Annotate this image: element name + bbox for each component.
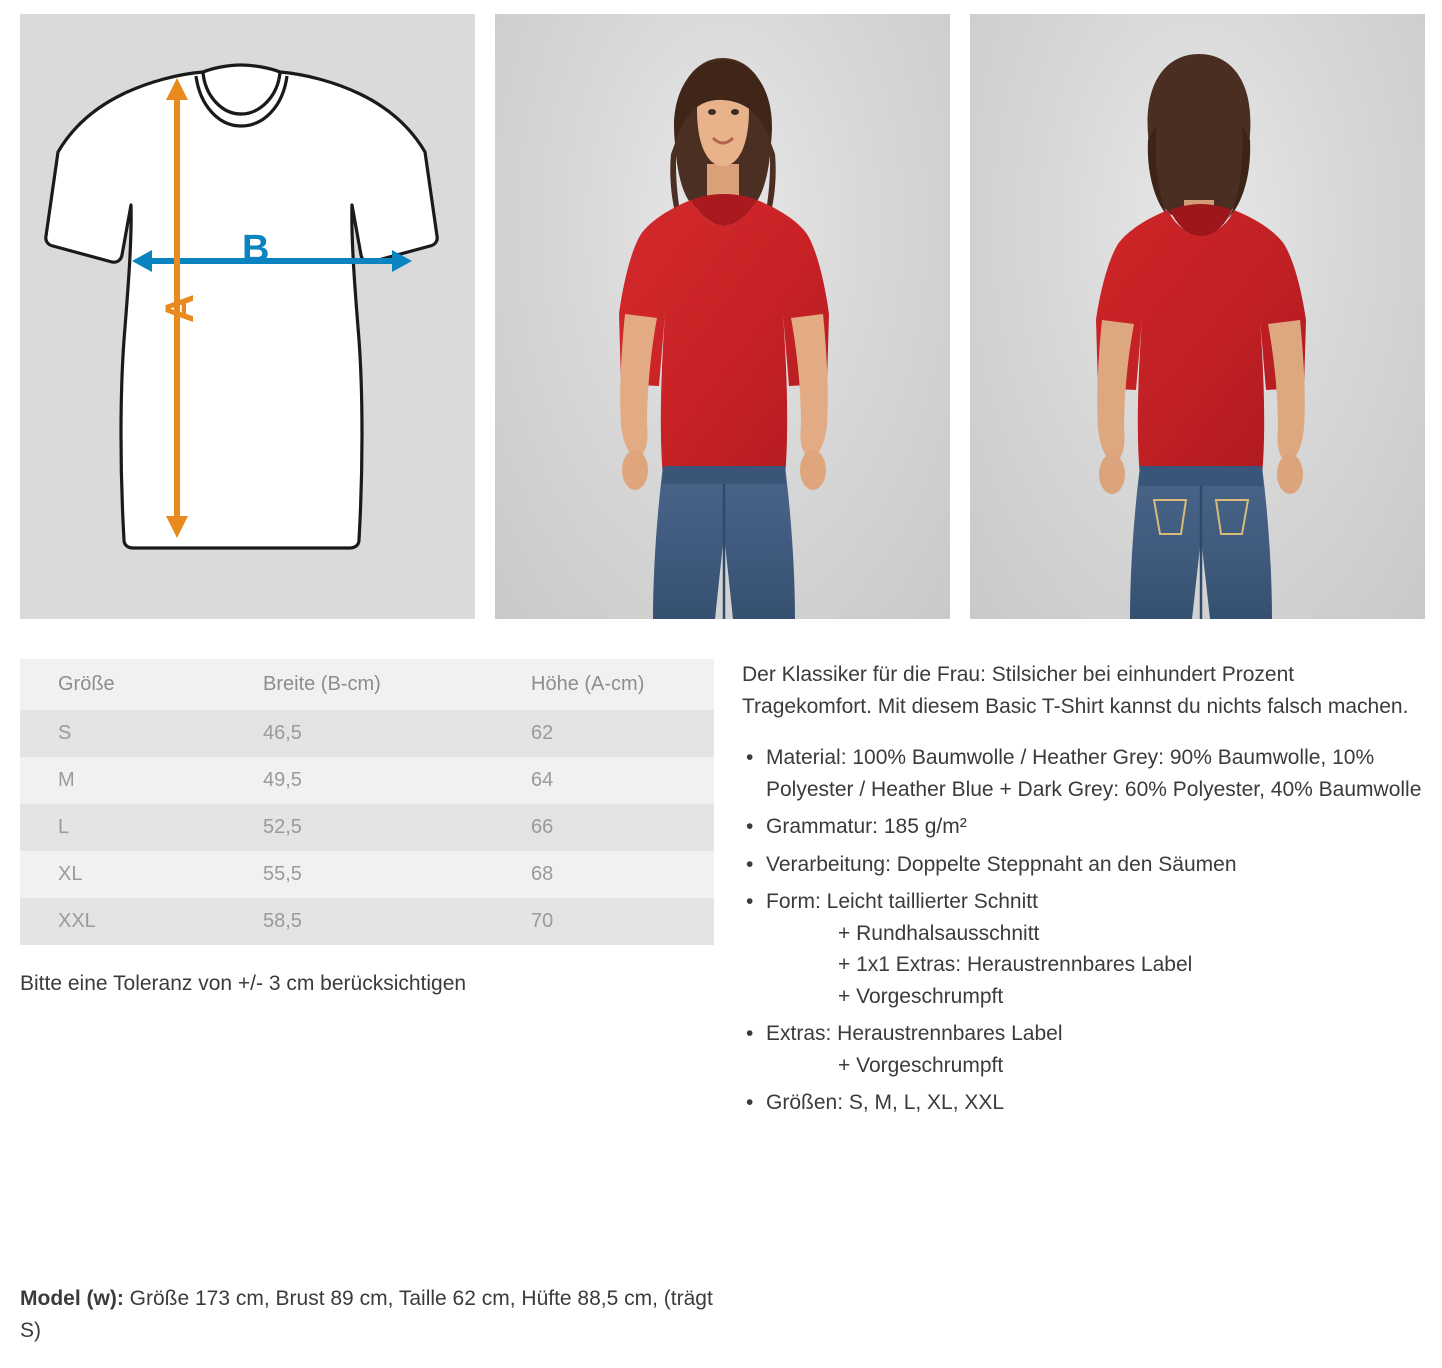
feature-material-text: Material: 100% Baumwolle / Heather Grey: 90% Baumwolle, 10% Polyester / Heather Blue + Dark Grey: 60% Polyester, 40% Baumwolle [766, 746, 1422, 801]
feature-construction [742, 849, 1422, 881]
cell-size: M [20, 757, 225, 804]
feature-sizes [742, 1087, 1422, 1119]
table-row [20, 757, 714, 804]
cell-size: XXL [20, 898, 225, 945]
model-back-illustration [970, 14, 1425, 619]
description-intro: Der Klassiker für die Frau: Stilsicher bei einhundert Prozent Tragekomfort. Mit diesem Basic T-Shirt kannst du nichts falsch machen. [742, 663, 1409, 718]
feature-form-sub-1: + Rundhalsausschnitt [838, 921, 1040, 945]
feature-form-sub-3: + Vorgeschrumpft [838, 984, 1004, 1008]
tolerance-note: Bitte eine Toleranz von +/- 3 cm berücksichtigen [20, 972, 467, 995]
cell-size: XL [20, 851, 225, 898]
model-note-label: Model (w): [20, 1287, 124, 1310]
table-row [20, 851, 714, 898]
cell-width: 58,5 [225, 898, 493, 945]
model-back-photo [970, 14, 1425, 619]
tshirt-outline-icon [28, 40, 448, 570]
feature-weight [742, 811, 1422, 843]
feature-list [742, 742, 1422, 1119]
feature-weight-text: Grammatur: 185 g/m² [766, 815, 967, 838]
cell-height: 68 [493, 851, 714, 898]
cell-size: S [20, 710, 225, 757]
cell-size: L [20, 804, 225, 851]
technical-drawing-panel [20, 14, 475, 619]
table-header-row [20, 659, 714, 710]
feature-form-text: Form: Leicht taillierter Schnitt [766, 890, 1038, 913]
feature-material [742, 742, 1422, 805]
lower-content [0, 619, 1442, 1125]
size-column [20, 659, 732, 1125]
product-image-row [0, 0, 1442, 619]
table-row [20, 898, 714, 945]
table-row [20, 710, 714, 757]
cell-height: 64 [493, 757, 714, 804]
table-row [20, 804, 714, 851]
feature-sizes-text: Größen: S, M, L, XL, XXL [766, 1091, 1005, 1114]
size-table [20, 659, 714, 945]
feature-construction-text: Verarbeitung: Doppelte Steppnaht an den Säumen [766, 852, 1237, 876]
cell-height: 70 [493, 898, 714, 945]
feature-form-sub-2: + 1x1 Extras: Heraustrennbares Label [838, 953, 1193, 976]
height-label-a: A [157, 294, 202, 323]
cell-height: 66 [493, 804, 714, 851]
cell-width: 49,5 [225, 757, 493, 804]
cell-height: 62 [493, 710, 714, 757]
model-note-text: Größe 173 cm, Brust 89 cm, Taille 62 cm, Hüfte 88,5 cm, (trägt S) [20, 1287, 713, 1342]
header-height: Höhe (A-cm) [493, 659, 714, 710]
feature-extras-text: Extras: Heraustrennbares Label [766, 1022, 1063, 1045]
header-size: Größe [20, 659, 225, 710]
feature-extras [742, 1018, 1422, 1081]
cell-width: 46,5 [225, 710, 493, 757]
cell-width: 52,5 [225, 804, 493, 851]
model-front-illustration [495, 14, 950, 619]
header-width: Breite (B-cm) [225, 659, 493, 710]
feature-form [742, 886, 1422, 1012]
feature-extras-sub-1: + Vorgeschrumpft [838, 1053, 1004, 1077]
model-note [20, 1283, 720, 1346]
cell-width: 55,5 [225, 851, 493, 898]
description-column [732, 659, 1422, 1125]
width-label-b: B [242, 228, 270, 270]
model-front-photo [495, 14, 950, 619]
